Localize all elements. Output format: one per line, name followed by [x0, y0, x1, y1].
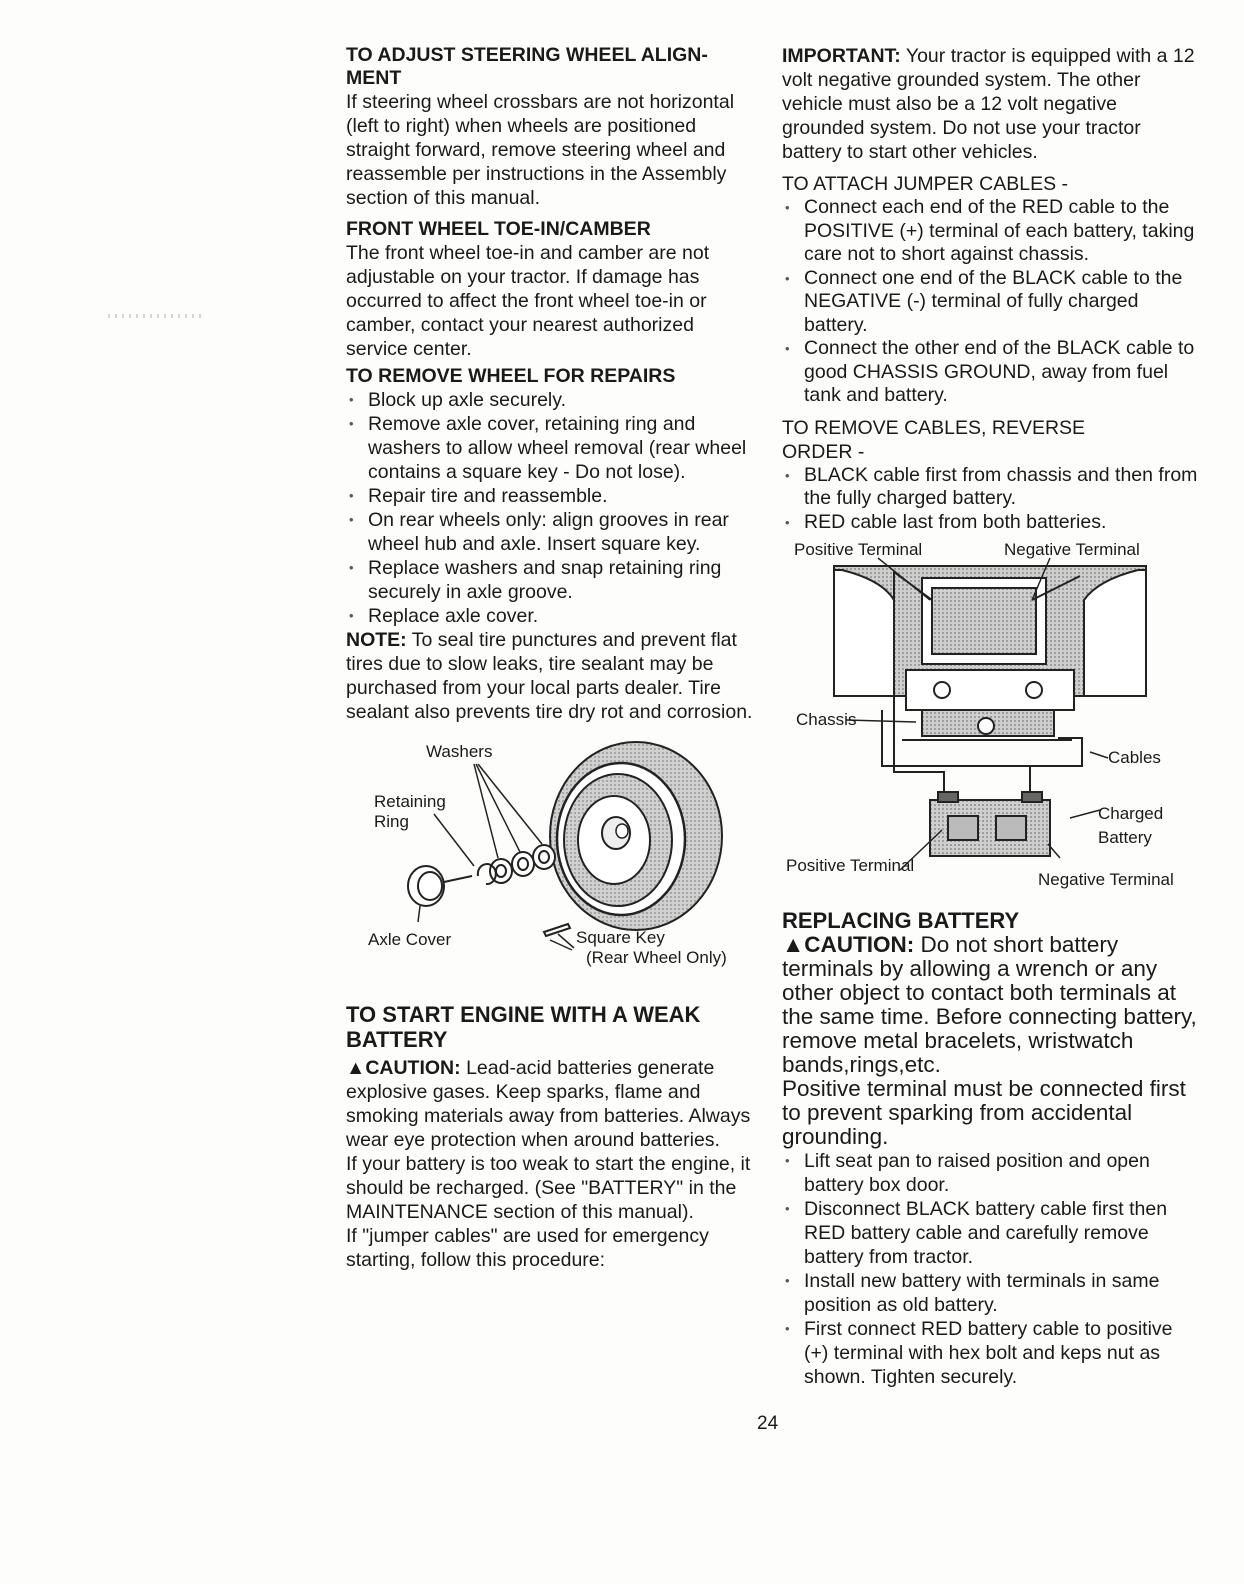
axle-cover-icon	[408, 866, 472, 906]
list-item: • Connect the other end of the BLACK cable to good CHASSIS GROUND, away from fuel tank and battery.	[782, 337, 1202, 408]
important-paragraph	[782, 44, 1202, 164]
washers-label: Washers	[426, 742, 493, 761]
list-item: • Replace axle cover.	[346, 604, 756, 628]
chassis-label: Chassis	[796, 710, 857, 729]
left-column	[346, 44, 756, 1272]
note-body: To seal tire punctures and prevent flat tires due to slow leaks, tire sealant may be purchased from your local parts dealer. Tire sealant also prevents tire dry rot and corrosion.	[346, 629, 753, 723]
negative-terminal-bottom-label: Negative Terminal	[1038, 870, 1174, 889]
negative-terminal-top-label: Negative Terminal	[1004, 540, 1140, 559]
cables-label: Cables	[1108, 748, 1161, 767]
list-item: • BLACK cable first from chassis and then from the fully charged battery.	[782, 464, 1202, 511]
list-item: • Disconnect BLACK battery cable first then RED battery cable and carefully remove battery from tractor.	[782, 1197, 1202, 1269]
square-key-icon	[544, 924, 570, 936]
weak-caution	[346, 1056, 756, 1152]
steering-heading: TO ADJUST STEERING WHEEL ALIGN-MENT	[346, 44, 708, 89]
list-item: • Install new battery with terminals in same position as old battery.	[782, 1269, 1202, 1317]
toe-camber-heading: FRONT WHEEL TOE-IN/CAMBER	[346, 218, 651, 240]
battery-figure	[782, 540, 1202, 906]
positive-terminal-top-label: Positive Terminal	[794, 540, 923, 559]
caution-label: ▲CAUTION:	[346, 1057, 461, 1079]
list-item: • First connect RED battery cable to positive (+) terminal with hex bolt and keps nut as shown. Tighten securely.	[782, 1317, 1202, 1389]
attach-cables-heading: TO ATTACH JUMPER CABLES -	[782, 173, 1069, 195]
wheel-figure	[346, 736, 756, 976]
list-item: • Remove axle cover, retaining ring and washers to allow wheel removal (rear wheel contains a square key - Do not lose).	[346, 412, 756, 484]
list-item: • Block up axle securely.	[346, 388, 756, 412]
positive-terminal-bottom-label: Positive Terminal	[786, 856, 915, 875]
right-column	[782, 44, 1202, 1389]
tractor-body-icon	[834, 566, 1146, 736]
replacing-caution	[782, 933, 1202, 1077]
steering-body: If steering wheel crossbars are not horizontal (left to right) when wheels are positioned straight forward, remove steering wheel and reassemble per instructions in the Assembly section of this manual.	[346, 91, 735, 209]
replacing-battery-heading: REPLACING BATTERY	[782, 908, 1020, 933]
replacing-paragraph-2: Positive terminal must be connected first to prevent sparking from accidental grounding.	[782, 1076, 1186, 1149]
remove-cables-list	[782, 464, 1202, 535]
note-paragraph	[346, 628, 756, 724]
weak-paragraph-3: If "jumper cables" are used for emergency starting, follow this procedure:	[346, 1225, 709, 1271]
weak-caution-body: Lead-acid batteries generate explosive gases. Keep sparks, flame and smoking materials away from batteries. Always wear eye protection when around batteries.	[346, 1057, 751, 1151]
replacing-caution-body: Do not short battery terminals by allowing a wrench or any other object to contact both terminals at the same time. Before connecting battery, remove metal bracelets, wristwatch bands,rings,etc.	[782, 932, 1197, 1077]
retaining-ring-label: Retaining Ring	[374, 792, 446, 831]
remove-wheel-heading: TO REMOVE WHEEL FOR REPAIRS	[346, 365, 676, 387]
replacing-list	[782, 1149, 1202, 1389]
scan-artifact	[108, 314, 204, 318]
note-label: NOTE:	[346, 629, 407, 651]
list-item: • Connect one end of the BLACK cable to the NEGATIVE (-) terminal of fully charged battery.	[782, 267, 1202, 338]
axle-cover-label: Axle Cover	[368, 930, 452, 949]
square-key-label: Square Key	[576, 928, 665, 947]
toe-camber-body: The front wheel toe-in and camber are not adjustable on your tractor. If damage has occurred to affect the front wheel toe-in or camber, contact your nearest authorized service center.	[346, 242, 710, 360]
list-item: • Lift seat pan to raised position and open battery box door.	[782, 1149, 1202, 1197]
list-item: • Replace washers and snap retaining ring securely in axle groove.	[346, 556, 756, 604]
washers-icon	[490, 845, 555, 883]
weak-battery-heading: TO START ENGINE WITH A WEAK BATTERY	[346, 1002, 701, 1052]
remove-wheel-list	[346, 388, 756, 628]
battery-label: Battery	[1098, 828, 1152, 847]
list-item: • Connect each end of the RED cable to the POSITIVE (+) terminal of each battery, taking care not to short against chassis.	[782, 196, 1202, 267]
rear-wheel-only-label: (Rear Wheel Only)	[586, 948, 727, 967]
charged-label: Charged	[1098, 804, 1164, 823]
page-number: 24	[757, 1413, 779, 1434]
list-item: • On rear wheels only: align grooves in rear wheel hub and axle. Insert square key.	[346, 508, 756, 556]
attach-cables-list	[782, 196, 1202, 408]
weak-paragraph-2: If your battery is too weak to start the engine, it should be recharged. (See "BATTERY" in the MAINTENANCE section of this manual).	[346, 1153, 751, 1223]
list-item: • Repair tire and reassemble.	[346, 484, 756, 508]
caution-label: ▲CAUTION:	[782, 932, 915, 957]
warning-triangle-icon: ▲	[346, 1057, 366, 1079]
list-item: • RED cable last from both batteries.	[782, 511, 1202, 535]
important-body: Your tractor is equipped with a 12 volt negative grounded system. The other vehicle must also be a 12 volt negative grounded system. Do not use your tractor battery to start other vehicles.	[782, 45, 1195, 163]
important-label: IMPORTANT:	[782, 45, 901, 67]
remove-cables-heading: TO REMOVE CABLES, REVERSE ORDER -	[782, 416, 1086, 463]
tire-icon	[550, 742, 722, 930]
charged-battery-icon	[930, 792, 1050, 856]
warning-triangle-icon: ▲	[782, 932, 805, 957]
